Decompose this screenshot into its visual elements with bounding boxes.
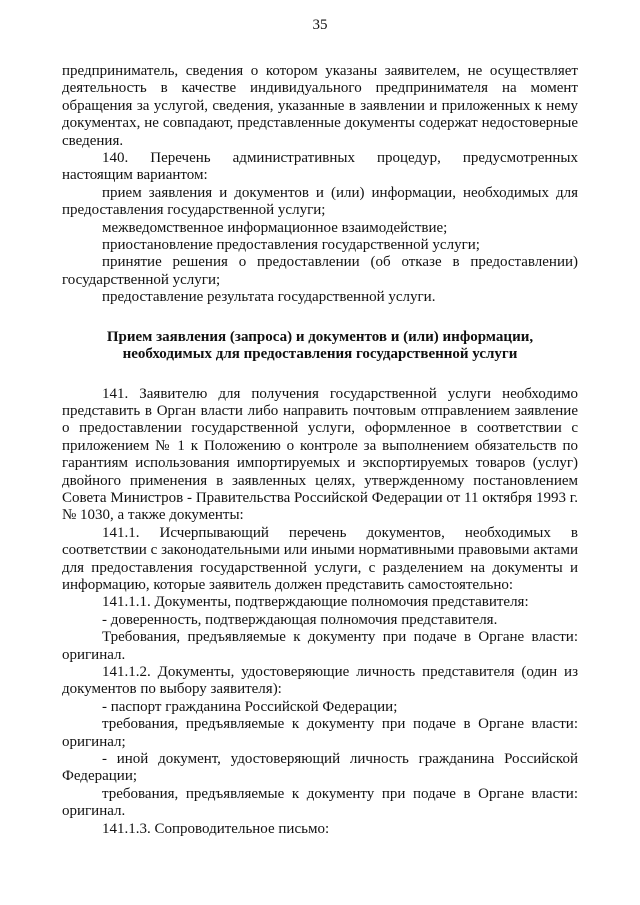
- paragraph: требования, предъявляемые к документу при подаче в Органе власти: оригинал;: [62, 716, 578, 750]
- paragraph: 141.1.1. Документы, подтверждающие полномочия представителя:: [102, 594, 529, 611]
- paragraph: 141. Заявителю для получения государственной услуги необходимо представить в Орган власти либо направить почтовым отправлением заявление о предоставлении государственной услуги, оформленное в соответствии с приложением № 1 к Положению о контроле за выполнением обязательств по гарантиям использования импортируемых и экспортируемых товаров (услуг) двойного применения в заявленных целях, утвержденному постановлением Совета Министров - Правительства Российской Федерации от 11 октября 1993 г. № 1030, а также документы:: [62, 385, 578, 524]
- list-item: приостановление предоставления государственной услуги;: [102, 237, 480, 254]
- list-item: предоставление результата государственной услуги.: [102, 289, 436, 306]
- list-item: - иной документ, удостоверяющий личность гражданина Российской Федерации;: [62, 751, 578, 785]
- paragraph: 141.1.3. Сопроводительное письмо:: [102, 820, 330, 837]
- list-item: - доверенность, подтверждающая полномочия представителя.: [102, 611, 498, 628]
- paragraph: 141.1. Исчерпывающий перечень документов, необходимых в соответствии с законодательными или иными нормативными правовыми актами для предоставления государственной услуги, с разделением на документы и информацию, которые заявитель должен представить самостоятельно:: [62, 524, 578, 593]
- page-number: 35: [312, 17, 328, 33]
- list-item: межведомственное информационное взаимодействие;: [102, 219, 448, 236]
- list-item: принятие решения о предоставлении (об отказе в предоставлении) государственной услуги;: [62, 254, 578, 288]
- list-item: прием заявления и документов и (или) информации, необходимых для предоставления государственной услуги;: [62, 184, 578, 219]
- section-heading: Прием заявления (запроса) и документов и (или) информации, необходимых для предоставления государственной услуги: [106, 328, 534, 363]
- paragraph: Требования, предъявляемые к документу при подаче в Органе власти: оригинал.: [62, 629, 578, 663]
- document-body: [62, 63, 578, 838]
- paragraph: 140. Перечень административных процедур, предусмотренных настоящим вариантом:: [62, 150, 578, 184]
- list-item: - паспорт гражданина Российской Федерации;: [102, 698, 398, 715]
- paragraph: предприниматель, сведения о котором указаны заявителем, не осуществляет деятельность в качестве индивидуального предпринимателя на момент обращения за услугой, сведения, указанные в заявлении и приложенных к нему документах, не совпадают, представленные документы содержат недостоверные сведения.: [62, 63, 578, 149]
- paragraph: требования, предъявляемые к документу при подаче в Органе власти: оригинал.: [62, 785, 578, 820]
- paragraph: 141.1.2. Документы, удостоверяющие личность представителя (один из документов по выбору заявителя):: [62, 664, 578, 698]
